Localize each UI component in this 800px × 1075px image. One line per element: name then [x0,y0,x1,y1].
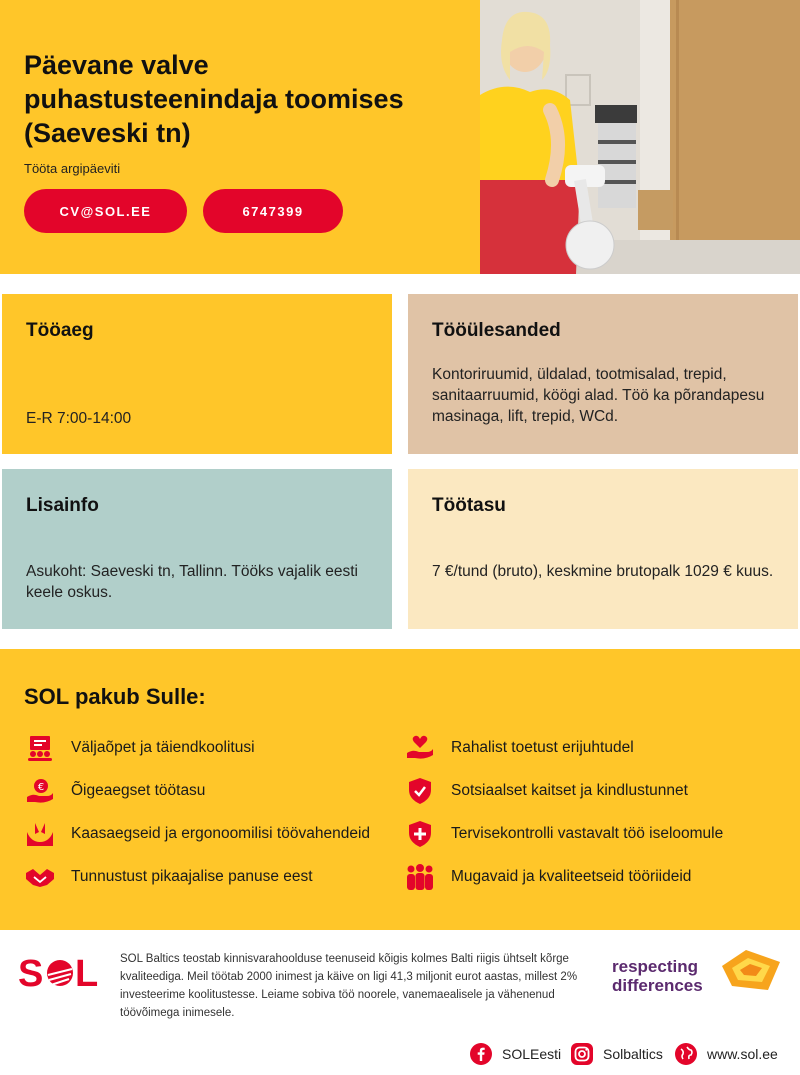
card-additional-info [2,469,392,629]
facebook-icon [470,1043,492,1065]
benefit-label: Sotsiaalset kaitset ja kindlustunnet [451,782,688,799]
people-icon [404,862,436,892]
facebook-link[interactable] [470,1042,561,1066]
card-text: 7 €/tund (bruto), keskmine brutopalk 1029 € kuus. [432,563,774,580]
handshake-icon [24,862,56,892]
benefit-item [404,776,688,806]
shield-check-icon [404,776,436,806]
benefits-section [0,649,800,930]
heart-hand-icon [404,733,436,763]
website-url: www.sol.ee [707,1046,778,1062]
website-link[interactable] [675,1042,778,1066]
card-tasks [408,294,798,454]
benefit-item [24,819,370,849]
svg-text:L: L [75,953,99,992]
instagram-icon [571,1043,593,1065]
euro-hand-icon [24,776,56,806]
benefit-item [404,862,691,892]
benefit-label: Õigeaegset töötasu [71,782,206,799]
instagram-link[interactable] [571,1042,663,1066]
card-title: Lisainfo [26,495,99,516]
facebook-handle: SOLEesti [502,1046,562,1062]
tools-hand-icon [24,819,56,849]
benefit-label: Tervisekontrolli vastavalt töö iseloomule [451,825,724,842]
instagram-handle: Solbaltics [603,1046,663,1062]
benefit-label: Tunnustust pikaajalise panuse eest [71,868,313,885]
cleaner-photo-illustration [480,0,800,274]
svg-text:€: € [37,782,45,793]
respecting-differences-tagline [612,957,703,995]
tagline-line: respecting [612,957,698,976]
card-salary [408,469,798,629]
sol-logo [18,952,104,992]
respecting-differences-logo [720,948,782,992]
job-subtitle: Tööta argipäeviti [24,161,121,176]
benefits-title: SOL pakub Sulle: [24,684,206,709]
benefit-item [24,776,205,806]
svg-text:S: S [18,953,43,992]
benefit-label: Mugavaid ja kvaliteetseid tööriideid [451,868,692,885]
benefit-label: Kaasaegseid ja ergonoomilisi töövahendeid [71,825,371,842]
benefit-item [24,733,255,763]
tagline-line: differences [612,976,703,995]
card-title: Tööaeg [26,320,94,341]
benefit-label: Rahalist toetust erijuhtudel [451,739,634,756]
card-text: Asukoht: Saeveski tn, Tallinn. Tööks vajalik eesti keele oskus. [26,563,358,601]
card-text: Kontoriruumid, üldalad, tootmisalad, trepid, sanitaarruumid, köögi alad. Töö ka põrandapesu masinaga, lift, trepid, WCd. [432,366,765,425]
benefit-label: Väljaõpet ja täiendkoolitusi [71,739,255,756]
globe-icon [675,1043,697,1065]
card-title: Tööülesanded [432,320,561,341]
card-title: Töötasu [432,495,506,516]
benefit-item [404,733,634,763]
benefit-item [404,819,723,849]
email-button[interactable]: CV@SOL.EE [24,189,187,233]
training-icon [24,733,56,763]
cleaner-photo [480,0,800,274]
card-working-hours [2,294,392,454]
job-title: Päevane valve puhastusteenindaja toomises (Saeveski tn) [24,50,404,148]
benefit-item [24,862,313,892]
company-about: SOL Baltics teostab kinnisvarahoolduse teenuseid kõigis kolmes Balti riigis ühtselt kõrge kvaliteediga. Meil töötab 2000 inimest ja käive on ligi 41,3 miljonit eurot aastas, millest 2% investeerime koolitustesse. Leiame sobiva töö noorele, vanemaealisele ja vähenenud töövõimega inimesele. [120,953,578,1019]
card-text: E-R 7:00-14:00 [26,410,132,427]
phone-button[interactable]: 6747399 [203,189,343,233]
shield-plus-icon [404,819,436,849]
